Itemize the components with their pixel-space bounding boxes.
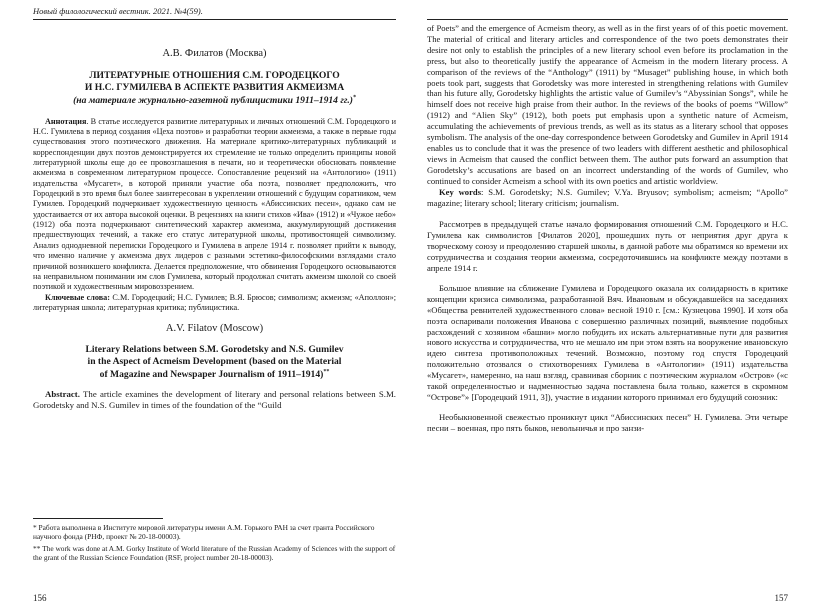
article-subtitle-ru [33, 93, 396, 107]
footnotes [33, 518, 396, 565]
author-en: A.V. Filatov (Moscow) [165, 323, 264, 335]
spacer [427, 274, 788, 283]
keywords-en-label: Key words [439, 186, 482, 197]
running-head: Новый филологический вестник. 2021. №4(59). [33, 6, 203, 16]
keywords-ru-text: С.М. Городецкий; Н.С. Гумилев; В.Я. Брюсов; символизм; акмеизм; «Аполлон»; литературная школа; литературная критика; публицистика. [33, 292, 396, 312]
title-en-line1: Literary Relations between S.M. Gorodetsky and N.S. Gumilev [85, 344, 344, 356]
header-rule [33, 19, 396, 20]
title-ru-line2: И Н.С. ГУМИЛЕВА В АСПЕКТЕ РАЗВИТИЯ АКМЕИЗМА [84, 81, 345, 93]
spacer [427, 208, 788, 219]
header-rule-right [427, 19, 788, 20]
title-en-line2: in the Aspect of Acmeism Development (based on the Material [87, 355, 342, 367]
title-ru-line1: ЛИТЕРАТУРНЫЕ ОТНОШЕНИЯ С.М. ГОРОДЕЦКОГО [89, 70, 340, 81]
abstract-en-start [33, 389, 396, 411]
author-ru: А.В. Филатов (Москва) [162, 48, 267, 59]
spacer [427, 403, 788, 412]
body-paragraph-3: Необыкновенной свежестью проникнут цикл “Абиссинских песен” Н. Гумилева. Эти четыре песни – военная, про пять быков, невольничья и про занзи- [427, 411, 788, 433]
abstract-ru-label: Аннотация [45, 116, 87, 126]
abstract-ru [33, 117, 396, 293]
keywords-ru-label: Ключевые слова: [45, 292, 110, 302]
article-title-en [33, 344, 396, 380]
subtitle-footnote-mark: * [352, 95, 356, 101]
keywords-en-text: : S.M. Gorodetsky; N.S. Gumilev; V.Ya. Bryusov; symbolism; acmeism; “Apollo” magazine; literary school; literary criticism; journalism. [427, 186, 788, 208]
article-title-ru [33, 70, 396, 93]
abstract-en-label: Abstract. [45, 388, 80, 399]
title-en-line3: of Magazine and Newspaper Journalism of 1911–1914) [99, 369, 324, 381]
body-paragraph-2: Большое влияние на сближение Гумилева и Городецкого оказала их солидарность в критике концепции кризиса символизма, разработанной Вяч. Ивановым и обсуждавшейся на заседаниях «Общества ревнителей художественного слова» весной 1910 г. [см.: Кузнецова 1990]. И хотя оба поэта оспаривали положения Иванова с совершенно различных позиций, выявление подобных расхождений с хозяином «башни» могло побудить их искать альтернативные пути для развития нового искусства и сотрудничества, что не мешало им при этом взять на вооружение ивановскую идею синтеза противоположных течений. Возможно, поэтому год спустя Городецкий положительно отозвался о стихотворениях Гумилева в «Антологии» (1911) издательства «Мусагет», намеренно, на наш взгляд, сравнивая сборник с поэтическим журналом «Остров» («с такой определенностью и надменностью задача поставлена была только, кажется в скромном “Острове”» [Городецкий 1911, 3]), участие в издании которого принимал его будущий союзник: [427, 282, 788, 402]
right-body [427, 23, 788, 434]
abstract-en-text: The article examines the development of literary and personal relations between S.M. Gorodetsky and N.S. Gumilev in times of the foundation of the “Guild [33, 388, 396, 410]
footnote-separator [33, 518, 163, 519]
subtitle-text: (на материале журнально-газетной публицистики 1911–1914 гг.) [73, 95, 353, 107]
right-page [410, 0, 820, 609]
footnote-2: ** The work was done at A.M. Gorky Institute of World literature of the Russian Academy of Sciences with the support of the grant of the Russian Science Foundation (RSF, project number 20-18-00003). [33, 543, 396, 563]
title-en-footnote-mark: ** [323, 369, 330, 376]
keywords-en [427, 187, 788, 209]
page-number-left: 156 [33, 593, 47, 603]
footnote-1: * Работа выполнена в Институте мировой литературы имени А.М. Горького РАН за счет гранта Российского научного фонда (РНФ, проект № 20-18-00003). [33, 523, 375, 542]
keywords-ru [33, 293, 396, 314]
abstract-en-continued: of Poets” and the emergence of Acmeism theory, as well as in the first years of of this poetic movement. The material of critical and literary articles and correspondence of the two poets demonstrates their desire not only to establish the principles of a new literary school even before its proclamation in the press, but also to theoretically justify the appearance of Acmeism in the modern literary process. A comparison of the reviews of the “Anthology” (1911) by “Musaget” publishing house, in which both poets took part, suggests that Gorodetsky was more interested in strengthening relations with Gumilev than his future ally, Gorodetsky highlights the artistic value of Gumilev’s “Abyssinian Songs”, while he himself does not receive high praise from their author. In the reviews of the books of poems “Willow” (1912) and “Alien Sky” (1912), both poets put emphasis upon a synthetic nature of Acmeism, accumulating the achievements of previous trends, as well as its status as a literary school that opposes symbolism. The analysis of the one-day correspondence between Gorodetsky and Gumilev in April 1914 enables us to conclude that it was the presence of two leaders with different aesthetic and philosophical views in Acmeism that caused the conflict between them. The author puts forward an assumption that Gorodetsky’s accusations are based on an incorrect understanding of the words of Gumilev, who continued to consider Acmeism a school with its own poetics and artistic worldview. [427, 23, 788, 186]
abstract-ru-text: . В статье исследуется развитие литературных и личных отношений С.М. Городецкого и Н.С. Гумилева в период создания «Цеха поэтов» и разработки теории акмеизма, а также в первые годы существования этого поэтического движения. На материале критико-литературных публикаций и корреспонденции двух поэтов демонстрируется их стремление не только определить принципы новой литературной школы еще до ее провозглашения в печати, но и теоретически обосновать появление акмеизма в современном литературном процессе. Сопоставление рецензий на «Антологию» (1911) издательства «Мусагет», в которой приняли участие оба поэта, позволяет предположить, что Городецкий в это время был более заинтересован в укреплении отношений с будущим соратником, чем Гумилев. Городецкий подчеркивает художественную ценность «Абиссинских песен», однако сам не удостаивается от их автора высокой оценки. В рецензиях на книги стихов «Ива» (1912) и «Чужое небо» (1912) оба поэта подчеркивают синтетический характер акмеизма, аккумулирующий достижения предшествующих течений, а также его статус литературной школы, противостоящей символизму. Анализ однодневной переписки Городецкого и Гумилева в апреле 1914 г. позволяет прийти к выводу, что именно наличие у акмеизма двух лидеров с разными эстетико-философскими взглядами стало причиной возникшего конфликта. Делается предположение, что обвинения Городецкого основываются на неправильном понимании им слов Гумилева, который продолжал считать акмеизм школой со своей поэтикой и художественным мировоззрением. [33, 116, 396, 292]
body-paragraph-1: Рассмотрев в предыдущей статье начало формирования отношений С.М. Городецкого и Н.С. Гумилева как символистов [Филатов 2020], прошедших путь от неприятия друг друга к творческому союзу и преодолению старшей школы, в данной работе мы обратимся ко времени их сотрудничества и создания теории акмеизма, сосредоточившись на конфликте между поэтами в апреле 1914 г. [427, 219, 788, 274]
page-number-right: 157 [774, 593, 788, 603]
